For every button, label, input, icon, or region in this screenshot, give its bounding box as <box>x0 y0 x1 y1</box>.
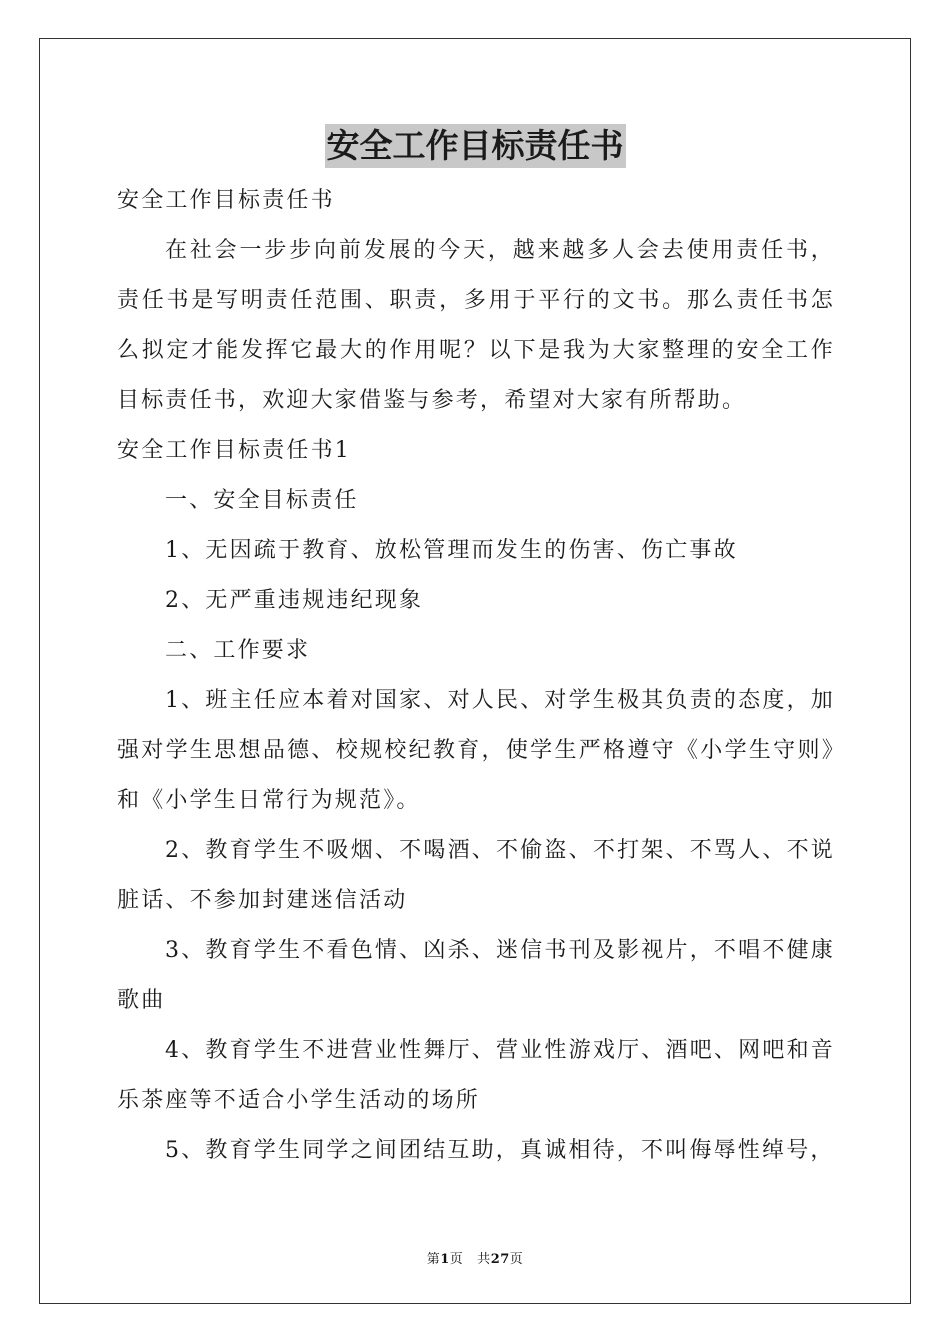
paragraph-item: 2、无严重违规违纪现象 <box>165 588 424 613</box>
page-footer <box>0 1248 950 1267</box>
document-title: 安全工作目标责任书 <box>325 124 626 168</box>
title-container <box>0 124 950 168</box>
total-prefix: 共 <box>477 1252 491 1267</box>
paragraph-subtitle: 安全工作目标责任书 <box>117 188 335 213</box>
total-pages: 27 <box>490 1252 510 1267</box>
paragraph-heading-goals: 一、安全目标责任 <box>165 488 359 513</box>
paragraph-intro: 在社会一步步向前发展的今天，越来越多人会去使用责任书，责任书是写明责任范围、职责，多用于平行的文书。那么责任书怎么拟定才能发挥它最大的作用呢？以下是我为大家整理的安全工作目标责任书，欢迎大家借鉴与参考，希望对大家有所帮助。 <box>117 238 835 413</box>
paragraph-item: 3、教育学生不看色情、凶杀、迷信书刊及影视片，不唱不健康歌曲 <box>117 938 835 1013</box>
page-suffix: 页 <box>449 1252 464 1267</box>
paragraph-heading-requirements: 二、工作要求 <box>165 638 311 663</box>
section-heading: 安全工作目标责任书1 <box>117 438 351 463</box>
page-prefix: 第 <box>426 1252 441 1267</box>
paragraph-item: 1、无因疏于教育、放松管理而发生的伤害、伤亡事故 <box>165 538 738 563</box>
paragraph-item: 2、教育学生不吸烟、不喝酒、不偷盗、不打架、不骂人、不说脏话、不参加封建迷信活动 <box>117 838 835 913</box>
paragraph-item: 5、教育学生同学之间团结互助，真诚相待，不叫侮辱性绰号， <box>165 1138 835 1163</box>
paragraph-item: 4、教育学生不进营业性舞厅、营业性游戏厅、酒吧、网吧和音乐茶座等不适合小学生活动的场所 <box>117 1038 835 1113</box>
paragraph-item: 1、班主任应本着对国家、对人民、对学生极其负责的态度，加强对学生思想品德、校规校纪教育，使学生严格遵守《小学生守则》和《小学生日常行为规范》。 <box>117 688 835 813</box>
page-number: 1 <box>440 1252 450 1267</box>
total-suffix: 页 <box>509 1252 524 1267</box>
document-body <box>117 176 835 1176</box>
